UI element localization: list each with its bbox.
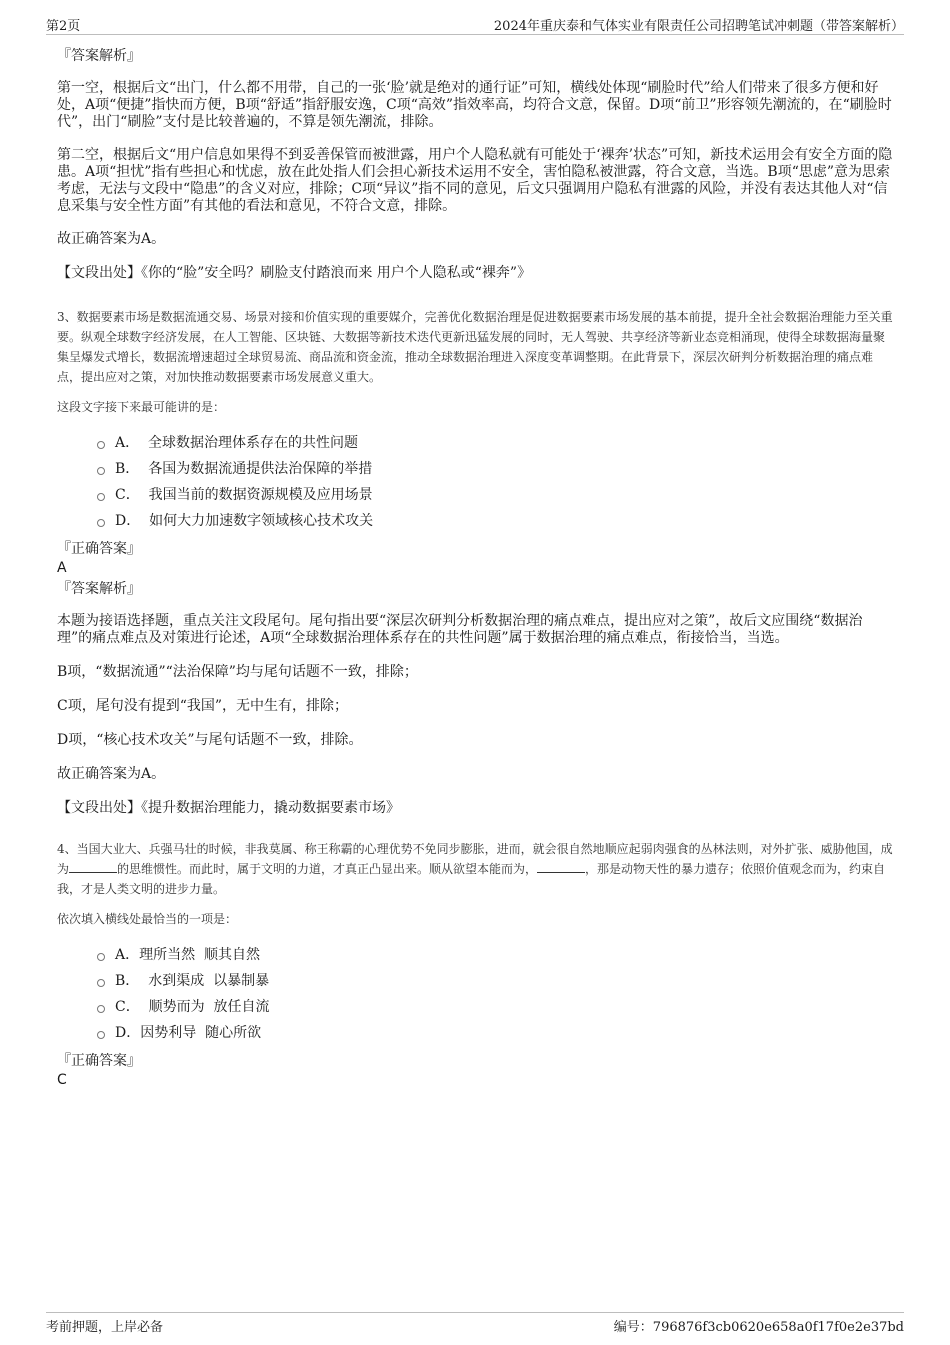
q3-conclusion: 故正确答案为A。 — [57, 766, 166, 782]
q3-prompt: 这段文字接下来最可能讲的是： — [57, 400, 226, 414]
radio-icon[interactable] — [97, 953, 105, 961]
q2-source: 【文段出处】《你的“脸”安全吗？刷脸支付踏浪而来 用户个人隐私或“裸奔”》 — [57, 265, 532, 281]
radio-icon[interactable] — [97, 979, 105, 987]
q4-options — [57, 941, 895, 1045]
option-label: D． 如何大力加速数字领域核心技术攻关 — [115, 513, 374, 529]
q2-conclusion: 故正确答案为A。 — [57, 231, 166, 247]
q3-question-text: 3、数据要素市场是数据流通交易、场景对接和价值实现的重要媒介，完善优化数据治理是促进数据要素市场发展的基本前提，提升全社会数据治理能力至关重要。纵观全球数字经济发展，在人工智能、区块链、大数据等新技术迭代更新迅猛发展的同时，无人驾驶、共享经济等新业态竞相涌现，使得全球数据海量聚集呈爆发式增长，数据流增速超过全球贸易流、商品流和资金流，推动全球数据治理进入深度变革调整期。在此背景下，深层次研判分析数据治理的痛点难点，提出应对之策，对加快推动数据要素市场发展意义重大。 — [57, 310, 893, 384]
option-label: D．因势利导 随心所欲 — [115, 1025, 262, 1041]
radio-icon[interactable] — [97, 467, 105, 475]
radio-icon[interactable] — [97, 1031, 105, 1039]
q3-analysis-paragraph: D项，“核心技术攻关”与尾句话题不一致，排除。 — [57, 732, 363, 748]
option-label: B． 水到渠成 以暴制暴 — [115, 973, 270, 989]
q3-option-a[interactable] — [97, 429, 895, 455]
option-label: B． 各国为数据流通提供法治保障的举措 — [115, 461, 373, 477]
option-label: C． 顺势而为 放任自流 — [115, 999, 270, 1015]
q3-options — [57, 429, 895, 533]
q4-option-a[interactable] — [97, 941, 895, 967]
q3-option-d[interactable] — [97, 507, 895, 533]
document-id: 编号：796876f3cb0620e658a0f17f0e2e37bd — [613, 1320, 904, 1335]
q3-answer-label: 『正确答案』 — [57, 541, 141, 557]
q3-analysis-paragraph: C项，尾句没有提到“我国”，无中生有，排除； — [57, 698, 349, 714]
q4-text-part: 的思维惯性。而此时，属于文明的力道，才真正凸显出来。顺从欲望本能而为， — [117, 862, 538, 876]
q4-option-d[interactable] — [97, 1019, 895, 1045]
q2-analysis-paragraph: 第一空，根据后文“出门，什么都不用带，自己的一张‘脸’就是绝对的通行证”可知，横线处体现“刷脸时代”给人们带来了很多方便和好处，A项“便捷”指快而方便，B项“舒适”指舒服安逸，C项“高效”指效率高，均符合文意，保留。D项“前卫”形容领先潮流的，在“刷脸时代”，出门“刷脸”支付是比较普遍的，不算是领先潮流，排除。 — [57, 80, 892, 130]
q2-analysis-paragraph: 第二空，根据后文“用户信息如果得不到妥善保管而被泄露，用户个人隐私就有可能处于‘裸奔’状态”可知，新技术运用会有安全方面的隐患。A项“担忧”指有些担心和忧虑，放在此处指人们会担心新技术运用不安全，害怕隐私被泄露，符合文意，当选。B项“思虑”意为思索考虑，无法与文段中“隐患”的含义对应，排除；C项“异议”指不同的意见，后文只强调用户隐私有泄露的风险，并没有表达其他人对“信息采集与安全性方面”有其他的看法和意见，不符合文意，排除。 — [57, 147, 893, 214]
q4-question-text — [57, 839, 895, 899]
page-number: 第2页 — [46, 18, 81, 34]
q4-prompt: 依次填入横线处最恰当的一项是： — [57, 912, 238, 926]
q4-answer-label: 『正确答案』 — [57, 1053, 141, 1069]
blank-line — [69, 860, 117, 873]
radio-icon[interactable] — [97, 493, 105, 501]
q4-text-part: 4、当国大业大、兵强马壮的时候，非我莫属、称王称霸的心理优势不免同步膨胀，进而，就会很自然地顺应起弱肉强食的丛林法则，对外扩张、威胁他国，成为 — [57, 842, 893, 876]
q2-analysis-label: 『答案解析』 — [57, 48, 141, 64]
option-label: A． 全球数据治理体系存在的共性问题 — [115, 435, 359, 451]
q3-answer: A — [57, 560, 67, 576]
q3-option-b[interactable] — [97, 455, 895, 481]
main-content — [57, 46, 895, 1089]
q4-option-c[interactable] — [97, 993, 895, 1019]
radio-icon[interactable] — [97, 441, 105, 449]
blank-line — [537, 860, 585, 873]
q3-source: 【文段出处】《提升数据治理能力，撬动数据要素市场》 — [57, 800, 400, 816]
q3-option-c[interactable] — [97, 481, 895, 507]
q4-text-part: ，那是动物天性的暴力遗存；依照价值观念而为，约束自我，才是人类文明的进步力量。 — [57, 862, 886, 896]
radio-icon[interactable] — [97, 519, 105, 527]
option-label: C． 我国当前的数据资源规模及应用场景 — [115, 487, 373, 503]
q3-analysis-paragraph: B项，“数据流通”“法治保障”均与尾句话题不一致，排除； — [57, 664, 418, 680]
page-header — [46, 14, 904, 35]
q4-option-b[interactable] — [97, 967, 895, 993]
footer-slogan: 考前押题，上岸必备 — [46, 1320, 164, 1335]
option-label: A．理所当然 顺其自然 — [115, 947, 261, 963]
document-title: 2024年重庆泰和气体实业有限责任公司招聘笔试冲刺题（带答案解析） — [493, 18, 904, 34]
q3-analysis-paragraph: 本题为接语选择题，重点关注文段尾句。尾句指出要“深层次研判分析数据治理的痛点难点，提出应对之策”，故后文应围绕“数据治理”的痛点难点及对策进行论述，A项“全球数据治理体系存在的共性问题”属于数据治理的痛点难点，衔接恰当，当选。 — [57, 613, 863, 646]
q3-analysis-label: 『答案解析』 — [57, 581, 141, 597]
q4-answer: C — [57, 1072, 67, 1088]
page-footer — [46, 1312, 904, 1335]
radio-icon[interactable] — [97, 1005, 105, 1013]
